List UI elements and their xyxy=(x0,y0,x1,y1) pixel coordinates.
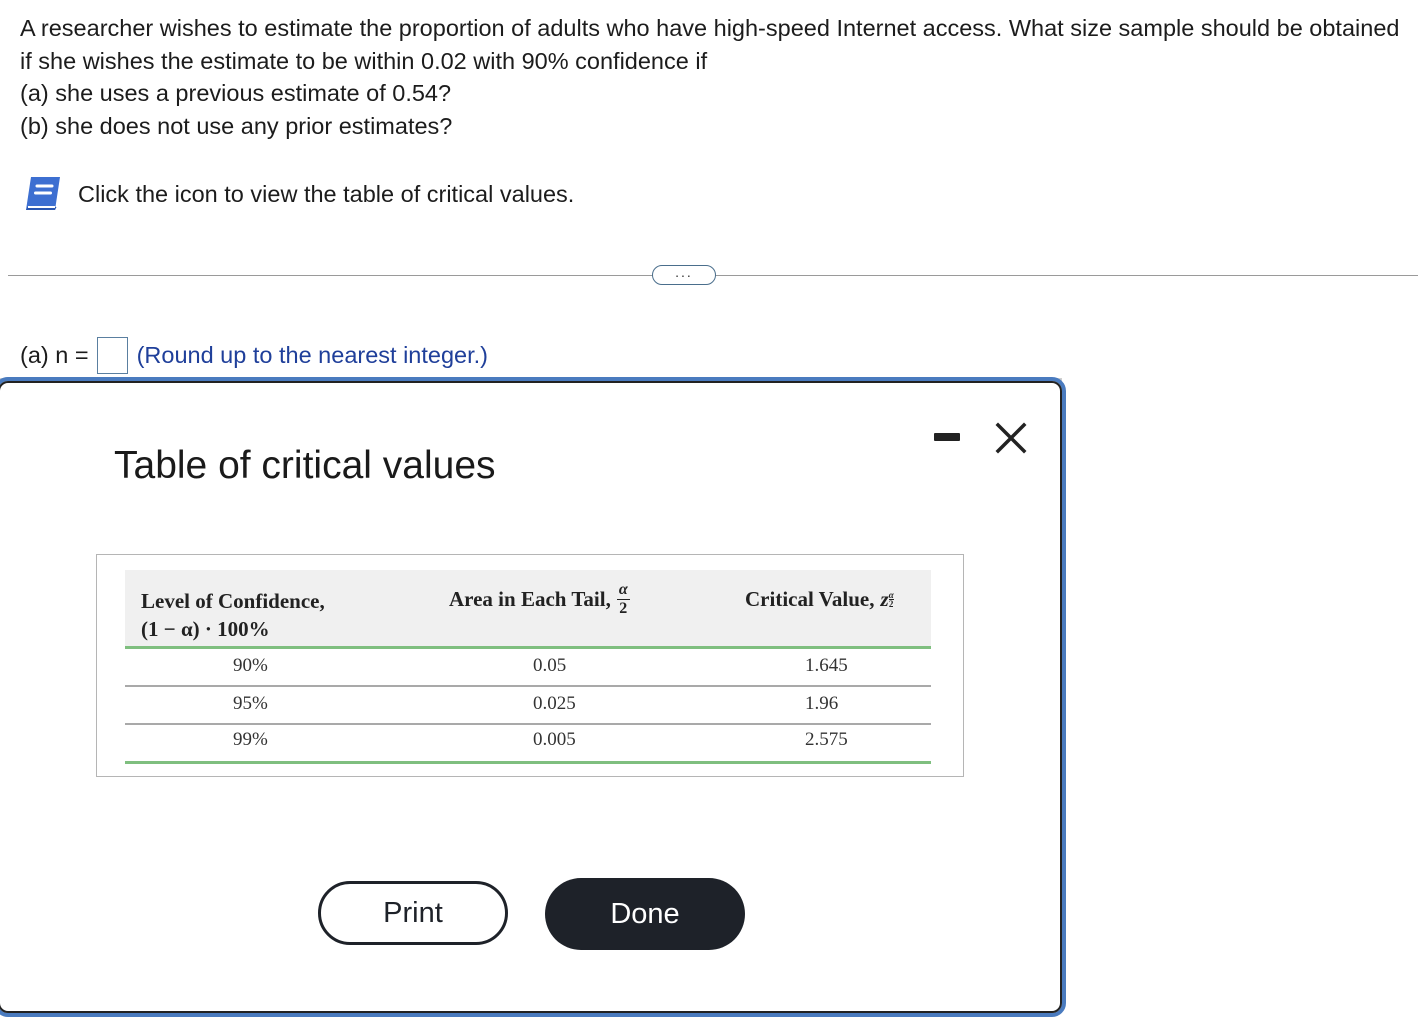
table-row: 90% 0.05 1.645 xyxy=(233,655,848,676)
question-text xyxy=(20,12,1415,142)
question-part-b: (b) she does not use any prior estimates? xyxy=(20,112,453,139)
dialog-title: Table of critical values xyxy=(114,444,496,487)
book-icon[interactable] xyxy=(22,174,66,214)
z-subscript: α 2 xyxy=(888,589,894,609)
answer-input[interactable] xyxy=(97,337,128,374)
question-part-a: (a) she uses a previous estimate of 0.54? xyxy=(20,80,452,106)
answer-row-a xyxy=(20,335,488,375)
critical-values-dialog xyxy=(0,377,1066,1017)
minimize-icon[interactable] xyxy=(934,433,960,441)
table-row: 99% 0.005 2.575 xyxy=(233,729,848,750)
header-tail-area: Area in Each Tail, $\frac{\alpha}{2}$ xyxy=(449,580,628,617)
header-critical-value: Critical Value, z α 2 xyxy=(745,587,894,611)
header-confidence: Level of Confidence, (1 − α) · 100% xyxy=(141,589,325,641)
table-header xyxy=(125,570,931,648)
more-options-button[interactable]: ... xyxy=(652,265,716,285)
done-button[interactable]: Done xyxy=(545,878,745,950)
critical-values-hint xyxy=(22,174,574,214)
answer-label: (a) n = xyxy=(20,341,89,368)
table-bottom-rule xyxy=(125,761,931,764)
hint-text: Click the icon to view the table of critical values. xyxy=(78,180,575,207)
rounding-note: (Round up to the nearest integer.) xyxy=(136,341,488,368)
question-intro: A researcher wishes to estimate the proportion of adults who have high-speed Internet access. What size sample should be obtained if she wishes the estimate to be within 0.02 with 90% confidence if xyxy=(20,15,1400,74)
critical-values-table xyxy=(96,554,964,777)
close-icon[interactable] xyxy=(994,421,1028,455)
alpha-over-two: $\frac{\alpha}{2}$ xyxy=(618,580,628,617)
print-button[interactable]: Print xyxy=(318,881,508,945)
table-row: 95% 0.025 1.96 xyxy=(233,693,839,714)
